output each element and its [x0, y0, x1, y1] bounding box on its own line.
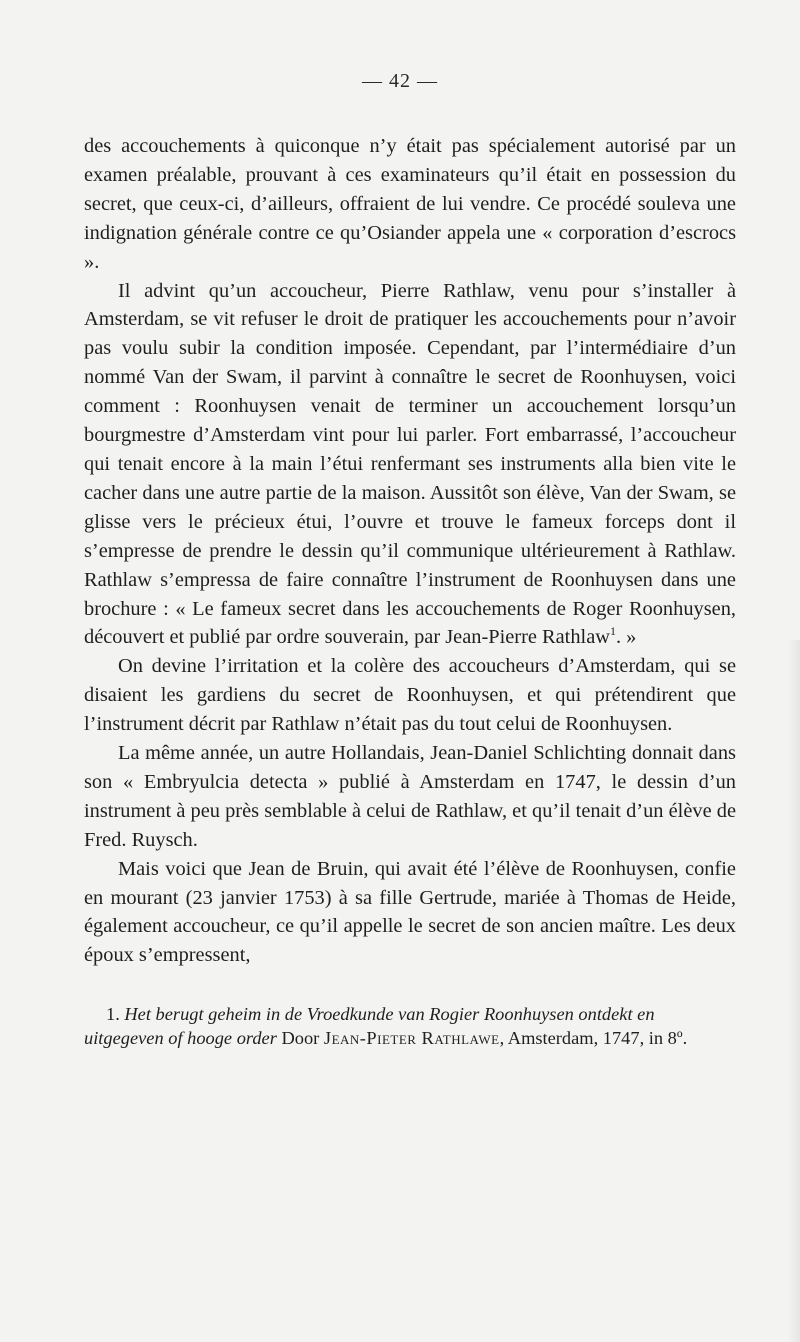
paragraph-2: [84, 277, 736, 653]
page-number: — 42 —: [362, 70, 438, 92]
footnote-marker[interactable]: 1: [609, 624, 616, 639]
paragraph-4-text: La même année, un autre Hollandais, Jean-Daniel Schlichting donnait dans son « Embryulcia detecta » publié à Amsterdam en 1747, le dessin d’un instrument à peu près semblable à celui de Rathlaw, et qu’il tenait d’un élève de Fred. Ruysch.: [84, 742, 736, 851]
paragraph-4: [84, 739, 736, 855]
footnote-text: [84, 1003, 736, 1050]
page-edge-shadow: [788, 640, 800, 1342]
paragraph-2-tail: . »: [615, 626, 637, 649]
footnote-by: Door: [281, 1027, 320, 1048]
paragraph-1-text: des accouchements à quiconque n’y était pas spécialement autorisé par un examen préalable, prouvant à ces examinateurs qu’il était en possession du secret, que ceux-ci, d’ailleurs, offraient de lui vendre. Ce procédé souleva une indignation générale contre ce qu’Osiander appela une « corporation d’escrocs ».: [84, 135, 736, 273]
paragraph-5: [84, 855, 736, 971]
footnote-number: 1.: [106, 1004, 120, 1024]
paragraph-1: [84, 132, 736, 277]
footnote-author: Jean-Pieter Rathlawe: [323, 1027, 500, 1048]
paragraph-5-text: Mais voici que Jean de Bruin, qui avait été l’élève de Roonhuysen, confie en mourant (23 janvier 1753) à sa fille Gertrude, mariée à Thomas de Heide, également accoucheur, ce qu’il appelle le secret de son ancien maître. Les deux époux s’empressent,: [84, 857, 736, 967]
footnote-title: Het berugt geheim in de Vroedkunde van Rogier Roonhuysen ontdekt en uitgegeven of hooge order: [84, 1004, 655, 1048]
footnote: [84, 1003, 736, 1050]
paragraph-3: [84, 652, 736, 739]
body-text: [84, 132, 736, 970]
paragraph-2-text: Il advint qu’un accoucheur, Pierre Rathlaw, venu pour s’installer à Amsterdam, se vit refuser le droit de pratiquer les accouchements pour n’avoir pas voulu subir la condition imposée. Cependant, par l’intermédiaire d’un nommé Van der Swam, il parvint à connaître le secret de Roonhuysen, voici comment : Roonhuysen venait de terminer un accouchement lorsqu’un bourgmestre d’Amsterdam vint pour lui parler. Fort embarrassé, l’accoucheur qui tenait encore à la main l’étui renfermant ses instruments alla bien vite le cacher dans une autre partie de la maison. Aussitôt son élève, Van der Swam, se glisse vers le précieux étui, l’ouvre et trouve le fameux forceps dont il s’empresse de prendre le dessin qu’il communique ultérieurement à Rathlaw. Rathlaw s’empressa de faire connaître l’instrument de Roonhuysen dans une brochure : « Le fameux secret dans les accouchements de Roger Roonhuysen, découvert et publié par ordre souverain, par Jean-Pierre Rathlaw: [84, 279, 736, 649]
footnote-tail: , Amsterdam, 1747, in 8º.: [499, 1027, 688, 1048]
paragraph-3-text: On devine l’irritation et la colère des accoucheurs d’Amsterdam, qui se disaient les gardiens du secret de Roonhuysen, et qui prétendirent que l’instrument décrit par Rathlaw n’était pas du tout celui de Roonhuysen.: [84, 655, 736, 736]
